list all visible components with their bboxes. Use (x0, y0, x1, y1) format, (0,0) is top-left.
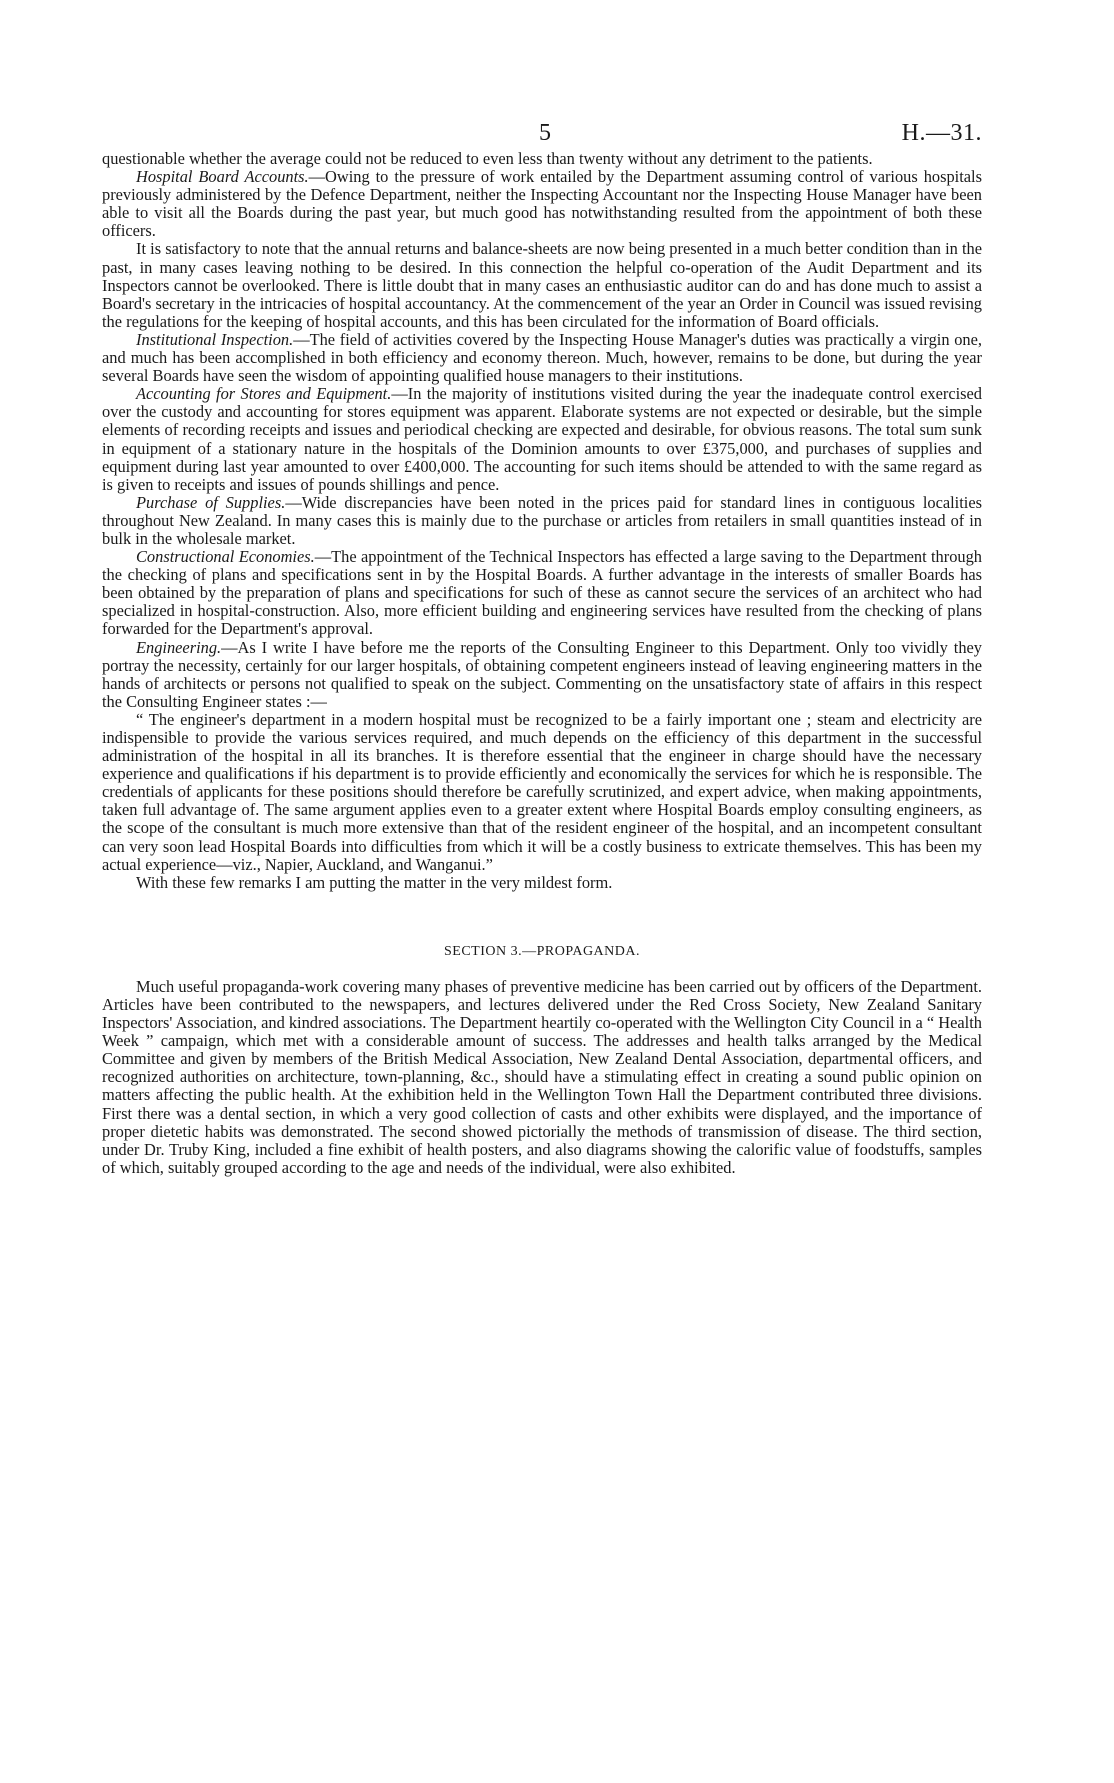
section-3-body (102, 978, 982, 1177)
paragraph: It is satisfactory to note that the annual returns and balance-sheets are now being presented in a much better condition than in the past, in many cases leaving nothing to be desired. In this connection the helpful co-operation of the Audit Department and its Inspectors cannot be overlooked. There is little doubt that in many cases an enthusiastic auditor can do and has done much to assist a Board's secretary in the intricacies of hospital accountancy. At the commencement of the year an Order in Council was issued revising the regulations for the keeping of hospital accounts, and this has been circulated for the information of Board officials. (102, 239, 982, 331)
document-reference: H.—31. (901, 120, 982, 146)
paragraph: Hospital Board Accounts.—Owing to the pressure of work entailed by the Department assuming control of various hospitals previously administered by the Defence Department, neither the Inspecting Accountant nor the Inspecting House Manager have been able to visit all the Boards during the past year, but much good has notwithstanding resulted from the appointment of both these officers. (102, 167, 982, 241)
paragraph-heading: Accounting for Stores and Equipment. (136, 384, 392, 404)
page-header (102, 110, 982, 150)
paragraph: Institutional Inspection.—The field of activities covered by the Inspecting House Manager's duties was practically a virgin one, and much has been accomplished in both efficiency and economy thereon. Much, however, remains to be done, but during the year several Boards have seen the wisdom of appointing qualified house managers to their institutions. (102, 329, 982, 386)
paragraph-heading: Engineering. (136, 637, 222, 657)
paragraph-heading: Purchase of Supplies. (136, 492, 286, 512)
paragraph: Purchase of Supplies.—Wide discrepancies have been noted in the prices paid for standard lines in contiguous localities throughout New Zealand. In many cases this is mainly due to the purchase or articles from retailers in small quantities instead of in bulk in the wholesale market. (102, 492, 983, 548)
paragraph: Much useful propaganda-work covering many phases of preventive medicine has been carried out by officers of the Department. Articles have been contributed to the newspapers, and lectures delivered under the Red Cross Society, New Zealand Sanitary Inspectors' Association, and kindred associations. The Department heartily co-operated with the Wellington City Council in a “ Health Week ” campaign, which met with a considerable amount of success. The addresses and health talks arranged by the Medical Committee and given by members of the British Medical Association, New Zealand Dental Association, departmental officers, and recognized authorities on architecture, town-planning, &c., should have a stimulating effect in creating a sound public opinion on matters affecting the public health. At the exhibition held in the Wellington Town Hall the Department contributed three divisions. First there was a dental section, in which a very good collection of casts and other exhibits were displayed, and the importance of proper dietetic habits was demonstrated. The second showed pictorially the methods of transmission of disease. The third section, under Dr. Truby King, included a fine exhibit of health posters, and also diagrams showing the calorific value of foodstuffs, samples of which, suitably grouped according to the age and needs of the individual, were also exhibited. (102, 976, 982, 1177)
paragraph: With these few remarks I am putting the matter in the very mildest form. (136, 872, 613, 892)
paragraph: Engineering.—As I write I have before me the reports of the Consulting Engineer to this Department. Only too vividly they portray the necessity, certainly for our larger hospitals, of obtaining competent engineers instead of leaving engineering matters in the hands of architects or persons not qualified to speak on the subject. Commenting on the unsatisfactory state of affairs in this respect the Consulting Engineer states :— (102, 637, 982, 711)
document-page (102, 110, 982, 1177)
page-number: 5 (539, 120, 551, 146)
paragraph-heading: Institutional Inspection. (136, 329, 294, 349)
section-3-title: SECTION 3.—PROPAGANDA. (443, 943, 640, 959)
section-2-body (102, 150, 982, 892)
paragraph: Constructional Economies.—The appointment of the Technical Inspectors has effected a large saving to the Department through the checking of plans and specifications sent in by the Hospital Boards. A further advantage in the interests of smaller Boards has been obtained by the preparation of plans and specifications for such of these as cannot secure the services of an architect who had specialized in hospital-construction. Also, more efficient building and engineering services have resulted from the checking of plans forwarded for the Department's approval. (102, 547, 982, 639)
paragraph-heading: Constructional Economies. (136, 547, 315, 567)
quoted-paragraph: “ The engineer's department in a modern hospital must be recognized to be a fairly important one ; steam and electricity are indispensible to provide the various services required, and much depends on the efficiency of this department in the successful administration of the hospital in all its branches. It is therefore essential that the engineer in charge should have the necessary experience and qualifications if his department is to provide efficiently and economically the services for which he is responsible. The credentials of applicants for these positions should therefore be carefully scrutinized, and expert advice, when making appointments, taken full advantage of. The same argument applies even to a greater extent where Hospital Boards employ consulting engineers, as the scope of the consultant is much more extensive than that of the resident engineer of the hospital, and an incompetent consultant can very soon lead Hospital Boards into difficulties from which it will be a costly business to extricate themselves. This has been my actual experience—viz., Napier, Auckland, and Wanganui.” (102, 709, 982, 874)
paragraph: Accounting for Stores and Equipment.—In the majority of institutions visited during the year the inadequate control exercised over the custody and accounting for stores equipment was apparent. Elaborate systems are not expected or desirable, but the simple elements of recording receipts and issues and periodical checking are expected and desirable, for obvious reasons. The total sum sunk in equipment of a stationary nature in the hospitals of the Dominion amounts to over £375,000, and purchases of supplies and equipment during last year amounted to over £400,000. The accounting for such items should be attended to with the same regard as is given to receipts and issues of pounds shillings and pence. (102, 384, 982, 494)
paragraph: questionable whether the average could not be reduced to even less than twenty without any detriment to the patients. (102, 149, 873, 168)
paragraph-heading: Hospital Board Accounts. (136, 167, 309, 187)
